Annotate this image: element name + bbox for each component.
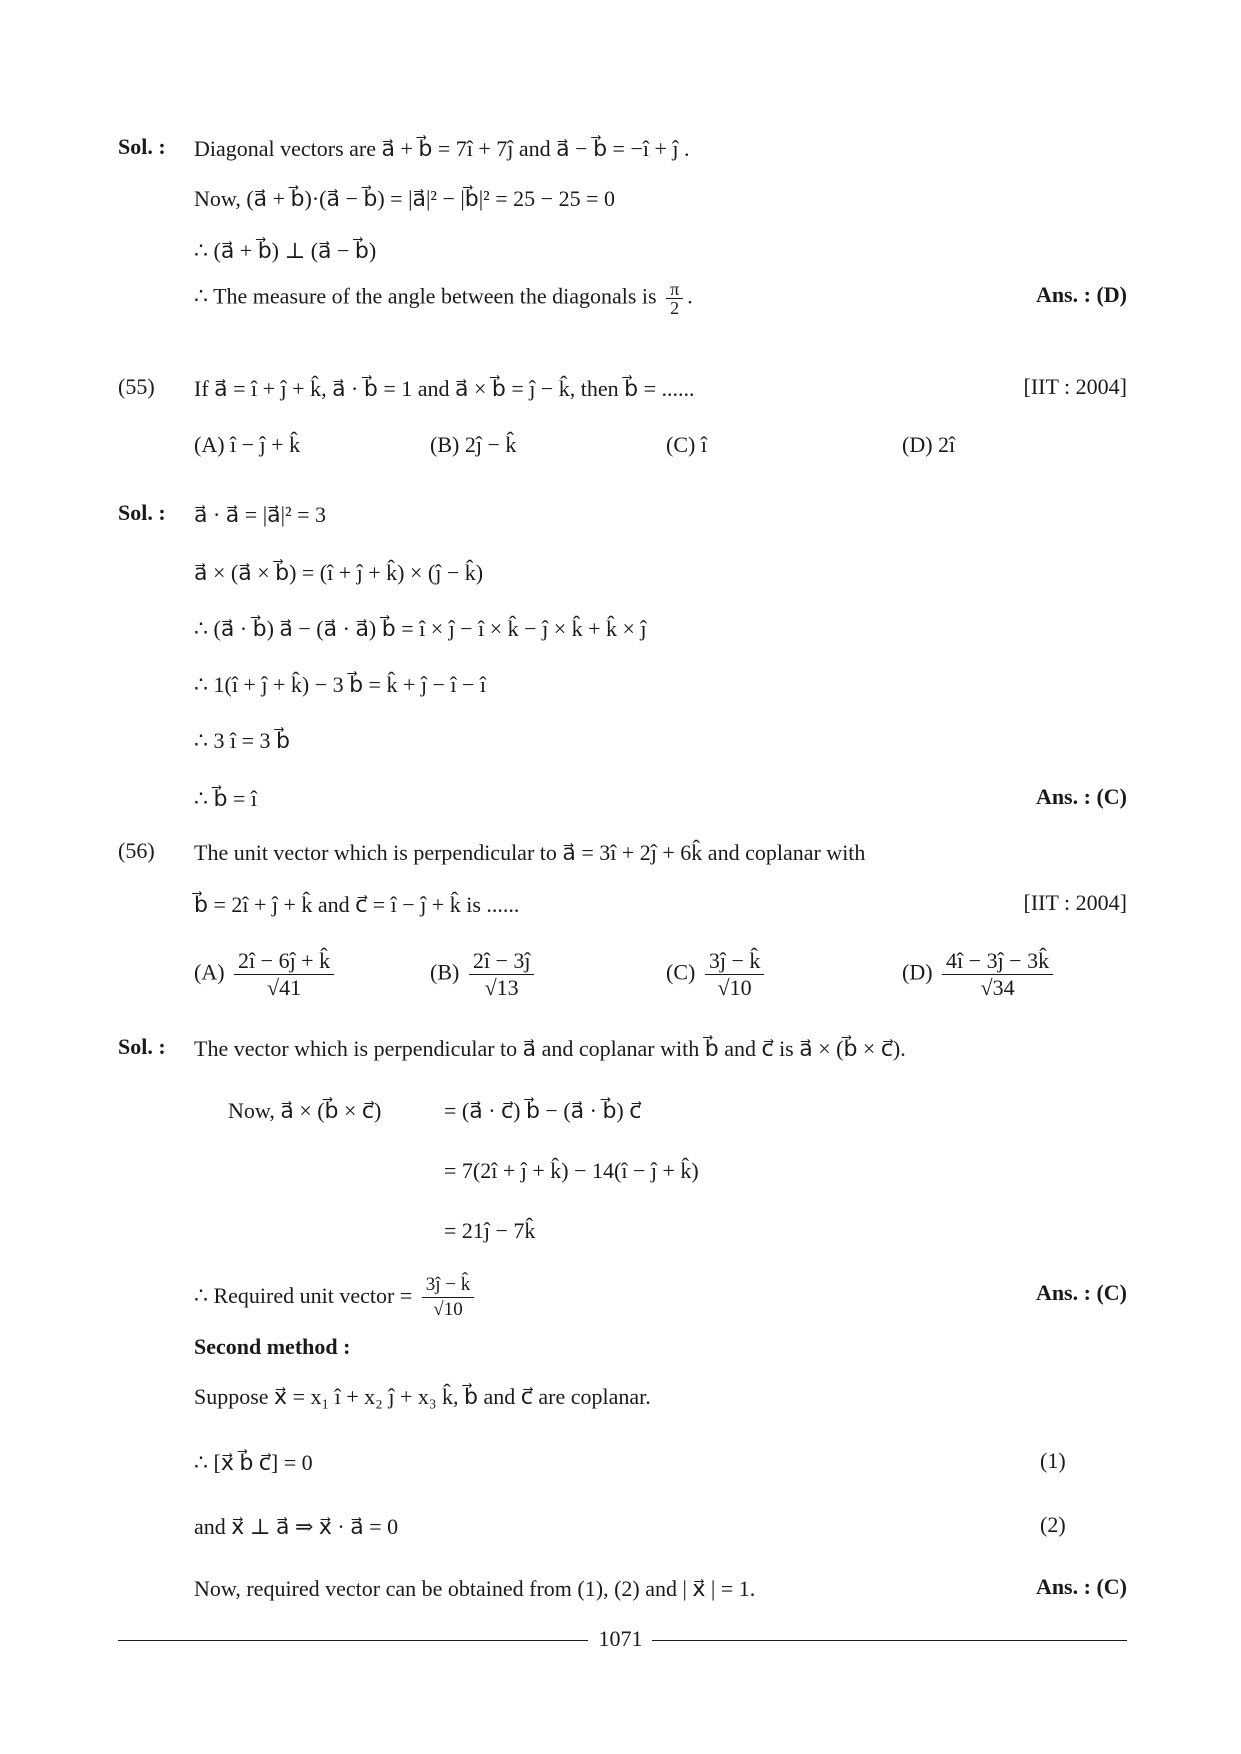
q55-option-c: (C) î (666, 432, 707, 457)
pi-numerator: π (666, 280, 683, 299)
q56-option-a-fraction (234, 948, 334, 1001)
sol55-answer: Ans. : (C) (1035, 784, 1127, 809)
q56-option-c-fraction (705, 948, 765, 1001)
pi-over-2-fraction (666, 280, 683, 317)
q56-option-c-num: 3ĵ − k̂ (705, 948, 765, 975)
q56-option-d-den: √34 (980, 975, 1015, 1000)
sol55-label: Sol. : (118, 500, 166, 525)
q56-option-b-label: (B) (430, 959, 460, 985)
q56-option-a-num: 2î − 6ĵ + k̂ (234, 948, 334, 975)
sol55-line6: ∴ b⃗ = î (194, 786, 257, 811)
page-number-wrap (0, 1626, 1241, 1652)
sol1-line1: Diagonal vectors are a⃗ + b⃗ = 7î + 7ĵ and a⃗ − b⃗ = −î + ĵ . (194, 136, 690, 161)
sm-eq-number-1: (1) (1040, 1448, 1066, 1473)
sol1-line4: ∴ The measure of the angle between the diagonals is $\frac{\pi}{2}$ . (194, 279, 693, 318)
sol55-line3: ∴ (a⃗ · b⃗) a⃗ − (a⃗ · a⃗) b⃗ = î × ĵ − î × k̂ − ĵ × k̂ + k̂ × ĵ (194, 616, 647, 641)
sol1-answer: Ans. : (D) (1035, 282, 1127, 307)
q56-option-b-num: 2î − 3ĵ (469, 948, 535, 975)
unit-vector-num: 3ĵ − k̂ (422, 1273, 475, 1298)
q56-option-a-label: (A) (194, 959, 225, 985)
q56-option-a (194, 948, 338, 1001)
sol56-line5-text: ∴ Required unit vector = (194, 1283, 413, 1308)
sol55-line5: ∴ 3 î = 3 b⃗ (194, 728, 290, 753)
sol56-label: Sol. : (118, 1034, 166, 1059)
sol55-line4: ∴ 1(î + ĵ + k̂) − 3 b⃗ = k̂ + ĵ − î − î (194, 672, 487, 697)
sol56-line2a: Now, a⃗ × (b⃗ × c⃗) (228, 1098, 382, 1123)
q56-option-b-den: √13 (484, 975, 519, 1000)
q55-option-b: (B) 2ĵ − k̂ (430, 432, 517, 457)
q55-number: (55) (118, 374, 155, 399)
q56-option-b-fraction (469, 948, 535, 1001)
q56-option-b (430, 948, 538, 1001)
sm-line4: Now, required vector can be obtained from (1), (2) and | x⃗ | = 1. (194, 1576, 756, 1601)
sol56-line2b: = (a⃗ · c⃗) b⃗ − (a⃗ · b⃗) c⃗ (444, 1098, 642, 1123)
sm-line1: Suppose x⃗ = x₁ î + x₂ ĵ + x₃ k̂, b⃗ and c⃗ are coplanar. (194, 1384, 651, 1409)
unit-vector-den: √10 (433, 1299, 463, 1321)
q55-reference: [IIT : 2004] (1023, 374, 1127, 399)
sm-eq-number-2: (2) (1040, 1512, 1066, 1537)
q55-option-a: (A) î − ĵ + k̂ (194, 432, 301, 457)
sm-line3: and x⃗ ⊥ a⃗ ⇒ x⃗ · a⃗ = 0 (194, 1514, 399, 1539)
q56-option-d (902, 948, 1057, 1001)
unit-vector-fraction (422, 1273, 475, 1322)
sol56-line4: = 21ĵ − 7k̂ (444, 1218, 536, 1243)
sol1-line3: ∴ (a⃗ + b⃗) ⊥ (a⃗ − b⃗) (194, 238, 377, 263)
q56-option-d-fraction (942, 948, 1053, 1001)
sol1-line4-text: ∴ The measure of the angle between the diagonals is (194, 283, 657, 309)
q56-reference: [IIT : 2004] (1023, 890, 1127, 915)
q56-line1: The unit vector which is perpendicular to a⃗ = 3î + 2ĵ + 6k̂ and coplanar with (194, 840, 866, 865)
sol56-line5 (194, 1266, 478, 1326)
q55-option-d: (D) 2î (902, 432, 956, 457)
q56-option-d-label: (D) (902, 959, 933, 985)
sol55-line1: a⃗ · a⃗ = |a⃗|² = 3 (194, 502, 326, 527)
pi-denominator: 2 (670, 298, 680, 318)
second-method-heading: Second method : (194, 1334, 351, 1359)
sol56-answer: Ans. : (C) (1035, 1280, 1127, 1305)
q56-line2: b⃗ = 2î + ĵ + k̂ and c⃗ = î − ĵ + k̂ is ...... (194, 892, 520, 917)
q56-option-c-den: √10 (717, 975, 752, 1000)
sm-line2: ∴ [x⃗ b⃗ c⃗] = 0 (194, 1450, 313, 1475)
sol-label: Sol. : (118, 134, 166, 159)
sol56-line1: The vector which is perpendicular to a⃗ and coplanar with b⃗ and c⃗ is a⃗ × (b⃗ × c⃗). (194, 1036, 906, 1061)
page-number: 1071 (593, 1626, 649, 1651)
sol1-line2: Now, (a⃗ + b⃗)·(a⃗ − b⃗) = |a⃗|² − |b⃗|² = 25 − 25 = 0 (194, 186, 615, 211)
sm-answer: Ans. : (C) (1035, 1574, 1127, 1599)
q56-number: (56) (118, 838, 155, 863)
q56-option-c (666, 948, 768, 1001)
q56-option-c-label: (C) (666, 959, 696, 985)
q56-option-a-den: √41 (267, 975, 302, 1000)
q56-option-d-num: 4î − 3ĵ − 3k̂ (942, 948, 1053, 975)
q55-text: If a⃗ = î + ĵ + k̂, a⃗ · b⃗ = 1 and a⃗ × b⃗ = ĵ − k̂, then b⃗ = ...... (194, 376, 695, 401)
sol55-line2: a⃗ × (a⃗ × b⃗) = (î + ĵ + k̂) × (ĵ − k̂) (194, 560, 484, 585)
sol56-line3: = 7(2î + ĵ + k̂) − 14(î − ĵ + k̂) (444, 1158, 699, 1183)
